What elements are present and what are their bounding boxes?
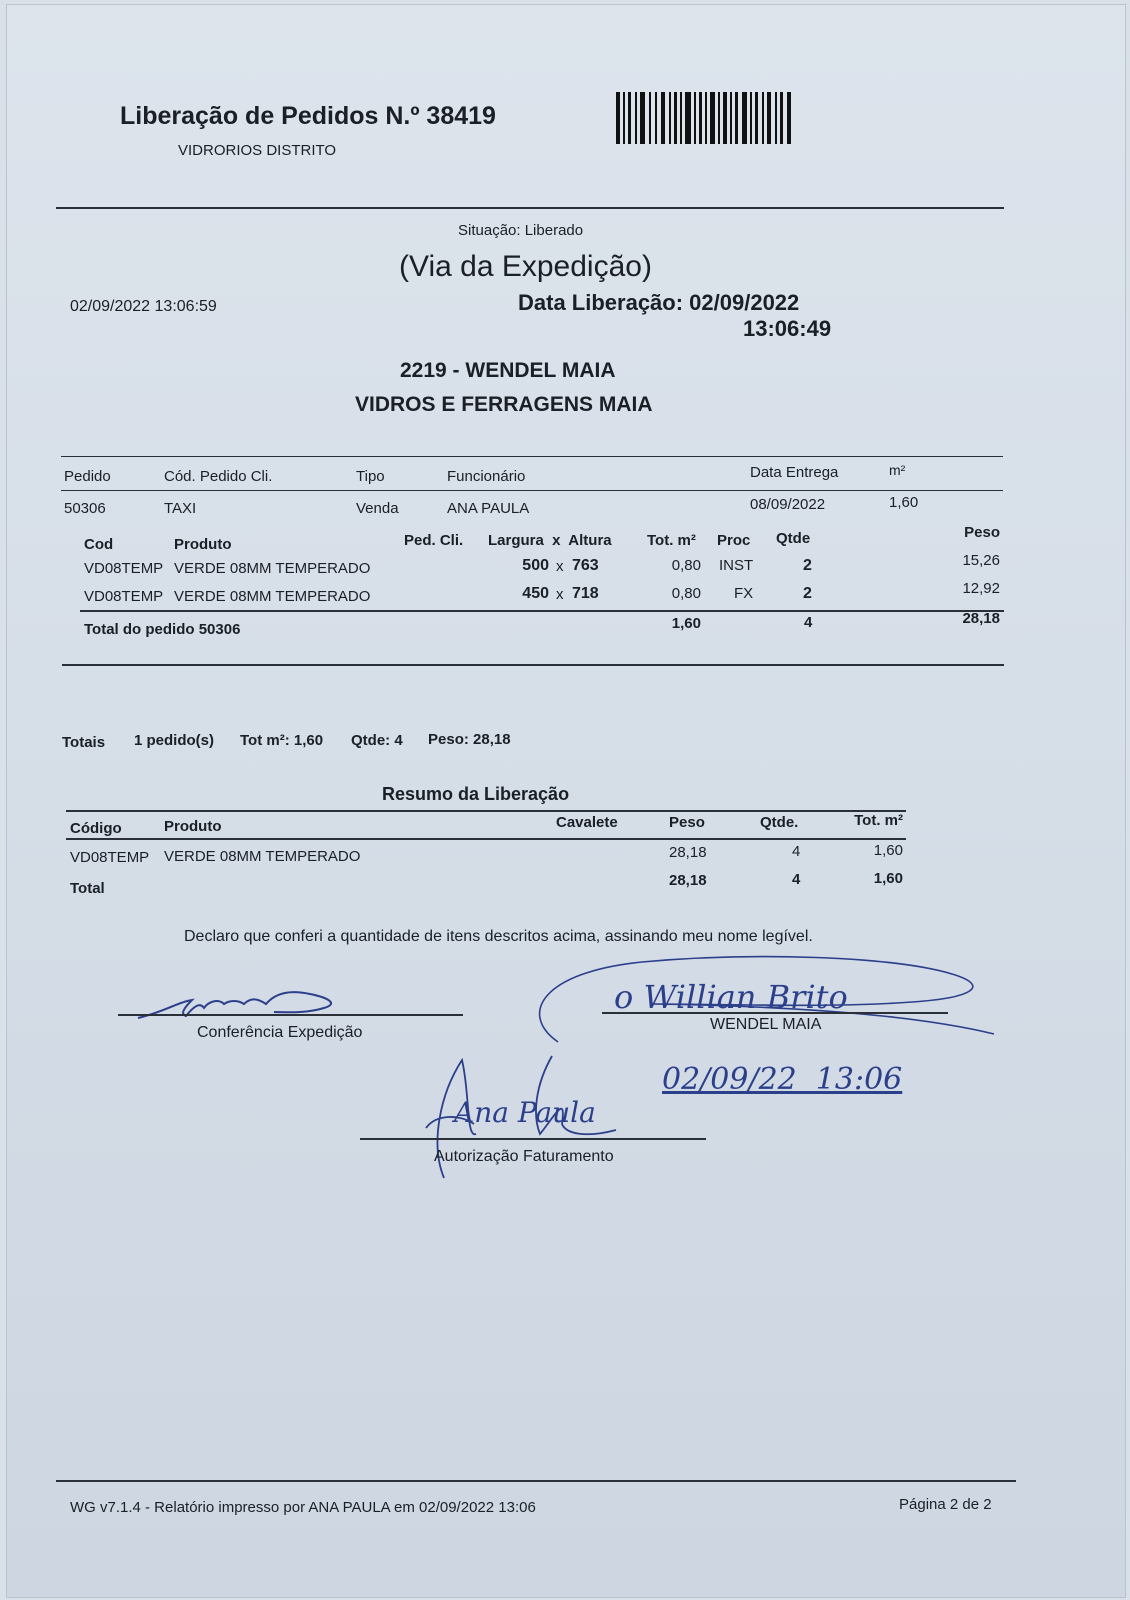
resumo-total-qtde: 4 xyxy=(792,871,801,888)
client-signature-label: WENDEL MAIA xyxy=(710,1016,822,1033)
label-funcionario: Funcionário xyxy=(447,468,526,485)
resumo-col-tot-m2: Tot. m² xyxy=(854,812,903,829)
resumo-row-peso: 28,18 xyxy=(669,844,707,861)
print-datetime: 02/09/2022 13:06:59 xyxy=(70,298,217,315)
col-ped-cli: Ped. Cli. xyxy=(404,532,464,549)
handwritten-client-name: o Willian Brito xyxy=(614,978,848,1016)
resumo-top-line xyxy=(66,810,906,812)
label-pedido: Pedido xyxy=(64,468,111,485)
col-tot-m2: Tot. m² xyxy=(647,532,696,549)
signature-line-autorizacao xyxy=(360,1138,706,1140)
col-qtde: Qtde xyxy=(776,530,811,547)
value-tipo: Venda xyxy=(356,500,399,517)
situacao-text: Situação: Liberado xyxy=(458,222,584,239)
col-cod: Cod xyxy=(84,536,114,553)
resumo-row-codigo: VD08TEMP xyxy=(70,849,150,866)
conferencia-label: Conferência Expedição xyxy=(197,1024,363,1041)
order-total-peso: 28,18 xyxy=(962,610,1000,627)
col-produto: Produto xyxy=(174,536,232,553)
signature-line-conferencia xyxy=(118,1014,463,1016)
company-name: VIDRORIOS DISTRITO xyxy=(178,142,337,159)
client-company: VIDROS E FERRAGENS MAIA xyxy=(355,393,653,416)
totais-peso: Peso: 28,18 xyxy=(428,731,511,748)
barcode-icon xyxy=(616,92,792,144)
resumo-row-qtde: 4 xyxy=(792,843,801,860)
order-total-label: Total do pedido 50306 xyxy=(84,621,241,638)
label-tipo: Tipo xyxy=(356,468,385,485)
row-qtde: 2 xyxy=(803,585,812,602)
row-tot-m2: 0,80 xyxy=(671,557,701,574)
row-produto: VERDE 08MM TEMPERADO xyxy=(174,560,371,577)
data-liberacao: Data Liberação: 02/09/2022 xyxy=(518,290,800,315)
resumo-row-tot-m2: 1,60 xyxy=(873,842,903,859)
row-qtde: 2 xyxy=(803,557,812,574)
header-divider xyxy=(56,207,1004,209)
row-x: x xyxy=(556,586,564,603)
footer-page-number: Página 2 de 2 xyxy=(899,1496,992,1513)
row-produto: VERDE 08MM TEMPERADO xyxy=(174,588,371,605)
value-pedido: 50306 xyxy=(64,500,106,517)
order-bottom-line xyxy=(62,664,1004,666)
value-data-entrega: 08/09/2022 xyxy=(750,496,826,513)
totais-label: Totais xyxy=(62,734,106,751)
autorizacao-label: Autorização Faturamento xyxy=(434,1148,614,1165)
declaration-text: Declaro que conferi a quantidade de itens descritos acima, assinando meu nome legível. xyxy=(184,928,813,945)
via-title: (Via da Expedição) xyxy=(399,250,652,283)
document-page xyxy=(6,4,1126,1598)
col-peso: Peso xyxy=(964,524,1000,541)
totais-qtde: Qtde: 4 xyxy=(351,732,403,749)
col-proc: Proc xyxy=(717,532,751,549)
handwritten-date: 02/09/22 13:06 xyxy=(662,1062,903,1097)
client-code-name: 2219 - WENDEL MAIA xyxy=(400,359,616,382)
footer-line xyxy=(56,1480,1016,1482)
resumo-col-peso: Peso xyxy=(669,814,705,831)
totais-pedidos: 1 pedido(s) xyxy=(134,732,215,749)
resumo-col-codigo: Código xyxy=(70,820,122,837)
order-top-line xyxy=(61,456,1003,457)
row-peso: 15,26 xyxy=(962,552,1000,569)
row-largura: 450 xyxy=(522,585,549,602)
value-funcionario: ANA PAULA xyxy=(447,500,530,517)
value-cod-pedido-cli: TAXI xyxy=(164,500,197,517)
order-mid-line xyxy=(61,490,1003,491)
handwritten-autorizacao: Ana Paula xyxy=(454,1096,596,1129)
data-liberacao-time: 13:06:49 xyxy=(743,316,832,341)
col-largura-altura: Largura x Altura xyxy=(488,532,612,549)
row-proc: INST xyxy=(719,557,754,574)
resumo-total-peso: 28,18 xyxy=(669,872,707,889)
row-altura: 718 xyxy=(572,585,599,602)
row-largura: 500 xyxy=(522,557,549,574)
footer-printed-by: WG v7.1.4 - Relatório impresso por ANA PAULA em 02/09/2022 13:06 xyxy=(70,1499,536,1516)
totais-m2: Tot m²: 1,60 xyxy=(240,732,324,749)
row-tot-m2: 0,80 xyxy=(671,585,701,602)
resumo-mid-line xyxy=(66,838,906,840)
label-m2: m² xyxy=(889,462,906,478)
resumo-col-produto: Produto xyxy=(164,818,222,835)
label-cod-pedido-cli: Cód. Pedido Cli. xyxy=(164,468,273,485)
label-data-entrega: Data Entrega xyxy=(750,464,839,481)
row-x: x xyxy=(556,558,564,575)
resumo-total-tot-m2: 1,60 xyxy=(873,870,903,887)
signature-conferencia xyxy=(134,982,354,1026)
items-total-line xyxy=(80,610,1004,612)
row-cod: VD08TEMP xyxy=(84,588,164,605)
document-title: Liberação de Pedidos N.º 38419 xyxy=(120,102,496,130)
row-altura: 763 xyxy=(572,557,599,574)
value-m2: 1,60 xyxy=(889,494,919,511)
row-peso: 12,92 xyxy=(962,580,1000,597)
row-cod: VD08TEMP xyxy=(84,560,164,577)
resumo-row-produto: VERDE 08MM TEMPERADO xyxy=(164,848,361,865)
signature-line-client xyxy=(602,1012,948,1014)
resumo-title: Resumo da Liberação xyxy=(382,784,570,804)
order-total-qtde: 4 xyxy=(804,614,813,631)
resumo-total-label: Total xyxy=(70,880,105,897)
resumo-col-qtde: Qtde. xyxy=(760,814,799,831)
order-total-m2: 1,60 xyxy=(671,615,701,632)
row-proc: FX xyxy=(734,585,754,602)
resumo-col-cavalete: Cavalete xyxy=(556,814,618,831)
